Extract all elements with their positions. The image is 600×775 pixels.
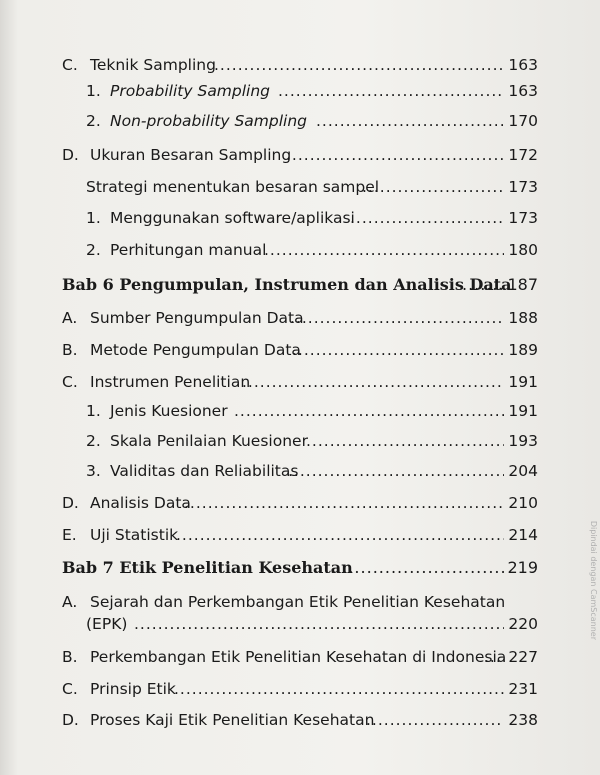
dot-leader (290, 305, 504, 331)
chapter-page: 219 (507, 558, 538, 577)
toc-entry (0, 676, 600, 702)
entry-page: 238 (508, 711, 538, 729)
entry-title: Analisis Data (90, 494, 191, 512)
toc-entry-continued (0, 611, 600, 637)
dot-leader (176, 522, 504, 548)
dot-leader (234, 398, 504, 424)
entry-title: Jenis Kuesioner (110, 402, 228, 420)
entry-title: Uji Statistik (90, 526, 179, 544)
entry-number: 2. (86, 241, 101, 259)
toc-entry (0, 707, 600, 733)
dot-leader (362, 174, 504, 200)
entry-title: Perkembangan Etik Penelitian Kesehatan di Indonesia (90, 648, 507, 666)
entry-title: Skala Penilaian Kuesioner (110, 432, 308, 450)
dot-leader (484, 644, 504, 670)
entry-number: B. (62, 341, 78, 359)
dot-leader (316, 108, 504, 134)
dot-leader (306, 428, 504, 454)
toc-entry (0, 428, 600, 454)
dot-leader (278, 78, 504, 104)
entry-page: 163 (508, 82, 538, 100)
entry-page: 214 (508, 526, 538, 544)
entry-page: 180 (508, 241, 538, 259)
entry-title: Validitas dan Reliabilitas (110, 462, 299, 480)
entry-page: 173 (508, 178, 538, 196)
toc-entry (0, 337, 600, 363)
entry-page: 227 (508, 648, 538, 666)
chapter-title: Bab 7 Etik Penelitian Kesehatan (62, 558, 353, 577)
toc-entry (0, 644, 600, 670)
dot-leader (174, 676, 504, 702)
toc-entry (0, 142, 600, 168)
entry-title: Ukuran Besaran Sampling (90, 146, 292, 164)
entry-number: A. (62, 309, 78, 327)
entry-number: D. (62, 494, 79, 512)
toc-chapter (0, 555, 600, 581)
entry-number: B. (62, 648, 78, 666)
entry-page: 188 (508, 309, 538, 327)
dot-leader (292, 337, 504, 363)
toc-entry (0, 205, 600, 231)
toc-chapter (0, 272, 600, 298)
toc-entry (0, 108, 600, 134)
entry-number: C. (62, 56, 78, 74)
dot-leader (350, 205, 504, 231)
toc-entry (0, 490, 600, 516)
entry-page: 210 (508, 494, 538, 512)
entry-number: C. (62, 373, 78, 391)
entry-title: Sejarah dan Perkembangan Etik Penelitian Kesehatan (90, 593, 506, 611)
entry-number: 1. (86, 402, 101, 420)
entry-page: 231 (508, 680, 538, 698)
dot-leader (288, 458, 504, 484)
entry-page: 189 (508, 341, 538, 359)
entry-title: Non-probability Sampling (110, 112, 308, 130)
entry-number: 2. (86, 112, 101, 130)
entry-number: C. (62, 680, 78, 698)
entry-number: E. (62, 526, 77, 544)
dot-leader (324, 555, 504, 581)
entry-title: Strategi menentukan besaran sampel (86, 178, 380, 196)
toc-entry (0, 52, 600, 78)
entry-page: 193 (508, 432, 538, 450)
toc-entry (0, 458, 600, 484)
toc-entry (0, 174, 600, 200)
dot-leader (462, 272, 504, 298)
entry-page: 204 (508, 462, 538, 480)
toc-entry (0, 305, 600, 331)
entry-page: 172 (508, 146, 538, 164)
entry-title: Probability Sampling (110, 82, 271, 100)
dot-leader (134, 611, 504, 637)
entry-page: 191 (508, 402, 538, 420)
entry-page: 191 (508, 373, 538, 391)
scanner-watermark: Dipindai dengan CamScanner (589, 520, 598, 640)
entry-number: 1. (86, 82, 101, 100)
chapter-page: 187 (507, 275, 538, 294)
entry-title: Prinsip Etik (90, 680, 176, 698)
entry-title: Menggunakan software/aplikasi (110, 209, 355, 227)
dot-leader (286, 142, 504, 168)
dot-leader (184, 490, 504, 516)
entry-number: D. (62, 711, 79, 729)
entry-number: 2. (86, 432, 101, 450)
entry-page: 220 (508, 615, 538, 633)
entry-number: A. (62, 593, 78, 611)
entry-number: 1. (86, 209, 101, 227)
entry-title: Teknik Sampling (90, 56, 216, 74)
toc-entry (0, 522, 600, 548)
entry-number: 3. (86, 462, 101, 480)
toc-entry (0, 237, 600, 263)
entry-title: Perhitungan manual (110, 241, 267, 259)
entry-title: Sumber Pengumpulan Data (90, 309, 304, 327)
entry-number: D. (62, 146, 79, 164)
dot-leader (366, 707, 504, 733)
dot-leader (214, 52, 504, 78)
dot-leader (242, 369, 504, 395)
entry-page: 170 (508, 112, 538, 130)
entry-title: Metode Pengumpulan Data (90, 341, 301, 359)
toc-entry (0, 398, 600, 424)
dot-leader (264, 237, 504, 263)
toc-entry (0, 78, 600, 104)
toc-entry (0, 369, 600, 395)
entry-title: Proses Kaji Etik Penelitian Kesehatan (90, 711, 375, 729)
entry-page: 163 (508, 56, 538, 74)
entry-title-continued: (EPK) (86, 615, 128, 633)
chapter-title: Bab 6 Pengumpulan, Instrumen dan Analisis Data (62, 275, 512, 294)
entry-page: 173 (508, 209, 538, 227)
entry-title: Instrumen Penelitian (90, 373, 251, 391)
